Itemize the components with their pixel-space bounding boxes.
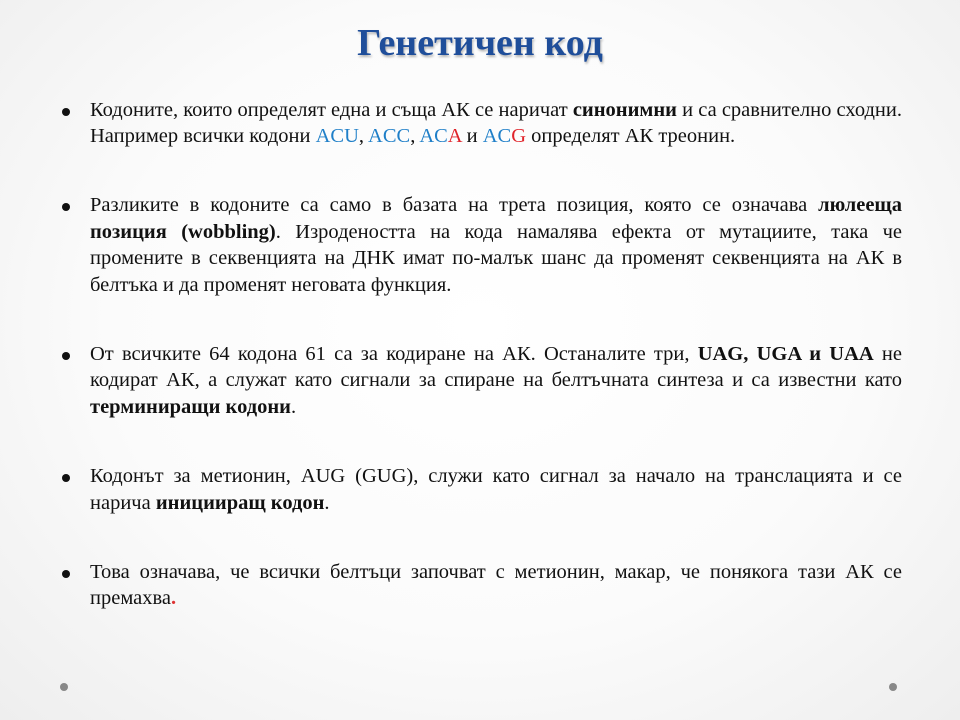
bullet-dot-icon	[62, 474, 70, 482]
text-run: Кодоните, които определят една и съща АК се наричат	[90, 98, 573, 121]
bullet-text	[90, 341, 902, 420]
bullet-dot-icon	[62, 570, 70, 578]
codon-aca-prefix: AC	[419, 124, 448, 147]
text-run-end-dot: .	[171, 587, 177, 610]
slide-title: Генетичен код	[357, 22, 603, 64]
codon-acc-prefix: AC	[368, 124, 397, 147]
bullet-start-codon	[60, 463, 902, 516]
codon-acu-prefix: AC	[315, 124, 345, 147]
text-run: Разликите в кодоните са само в базата на трета позиция, която се означава	[90, 194, 819, 217]
slide-content	[60, 76, 902, 632]
text-run: От всичките 64 кодона 61 са за кодиране на АК. Останалите три,	[90, 342, 698, 365]
bullet-methionine	[60, 559, 902, 612]
bullet-synonymous-codons	[60, 97, 902, 150]
codon-acu-third: U	[344, 124, 359, 147]
text-run: . Изродеността на кода намалява ефекта от мутациите, така че промените в секвенцията на ДНК имат по-малък шанс да променят секвенцията на АК в белтъка и да променят неговата функция.	[90, 220, 902, 296]
bullet-stop-codons	[60, 341, 902, 420]
bullet-text	[90, 559, 902, 612]
term-wobbling: люлееща позиция (wobbling)	[90, 194, 902, 243]
codon-acg-prefix: AC	[482, 124, 512, 147]
text-run: определят АК треонин.	[526, 124, 736, 147]
codon-aca-third: A	[447, 124, 462, 147]
corner-right-dot-icon	[889, 683, 897, 691]
codon-acg-third: G	[511, 124, 527, 147]
bullet-text	[90, 97, 902, 150]
text-run: не кодират АК, а служат като сигнали за спиране на белтъчната синтеза и са известни като	[90, 342, 902, 392]
text-run: .	[291, 395, 297, 418]
term-synonymous: синонимни	[572, 98, 677, 121]
text-run: ,	[410, 124, 420, 147]
codon-acc-third: C	[396, 124, 411, 147]
term-initiating-codon: иницииращ кодон	[155, 491, 325, 514]
text-run: и	[461, 124, 483, 147]
term-stop-codon-list: UAG, UGA и UAA	[697, 342, 874, 365]
term-terminating-codons: терминиращи кодони	[90, 395, 291, 418]
corner-left-dot-icon	[60, 683, 68, 691]
bullet-text	[90, 192, 902, 298]
text-run: и са сравнително сходни. Например всички кодони	[90, 98, 902, 147]
bullet-wobble-position	[60, 192, 902, 298]
bullet-dot-icon	[62, 108, 70, 116]
text-run: ,	[358, 124, 369, 147]
bullet-text	[90, 463, 902, 516]
text-run: .	[324, 491, 330, 514]
text-run: Кодонът за метионин, AUG (GUG), служи като сигнал за начало на транслацията и се нарича	[90, 465, 902, 514]
bullet-dot-icon	[62, 352, 70, 360]
bullet-dot-icon	[62, 203, 70, 211]
text-run: Това означава, че всички белтъци започват с метионин, макар, че понякога тази АК се премахва	[90, 560, 902, 610]
